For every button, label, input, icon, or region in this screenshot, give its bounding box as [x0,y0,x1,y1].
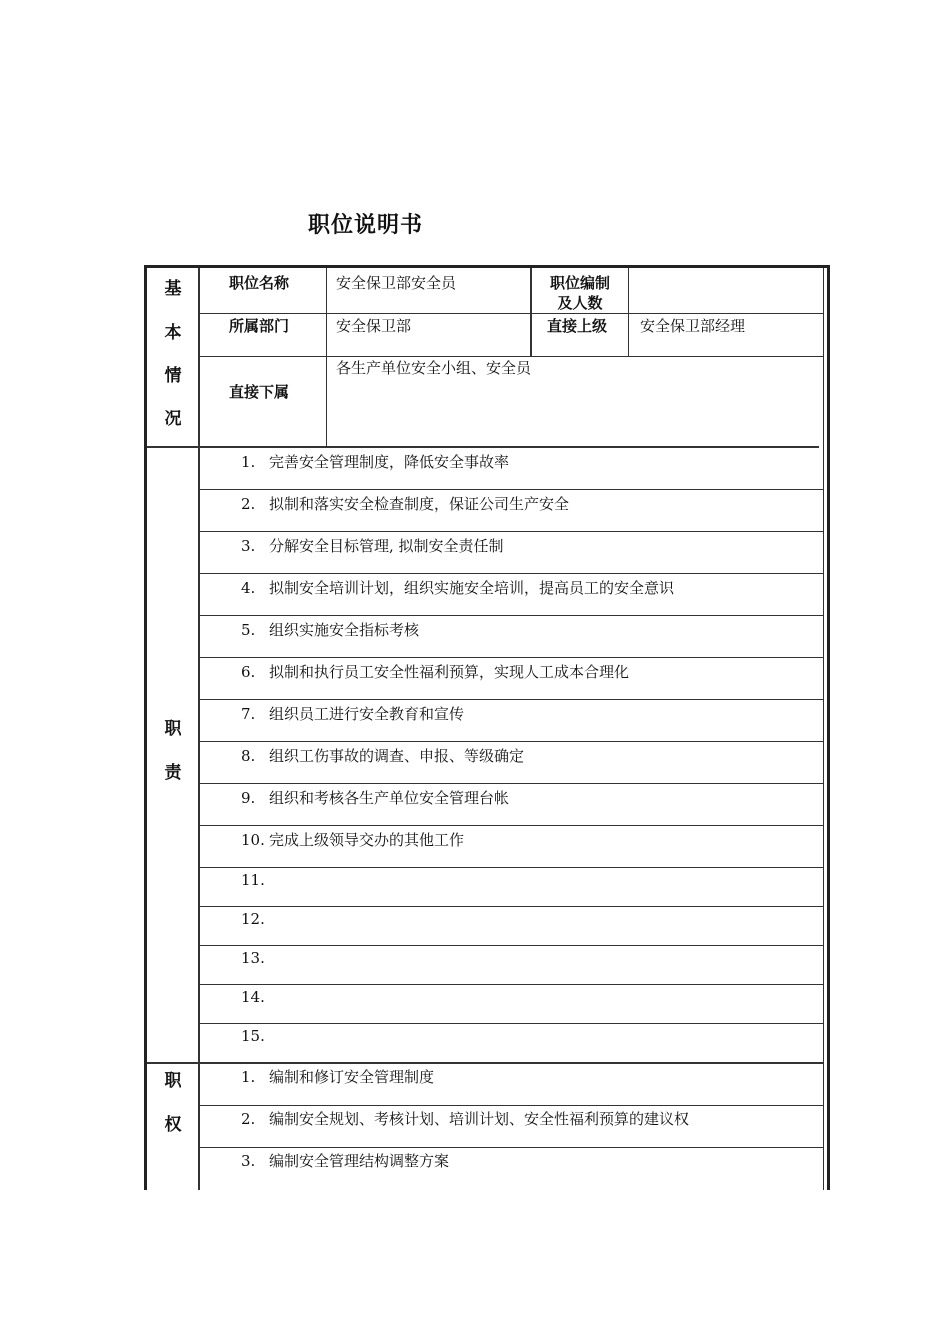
duty-item-number: 10. [241,831,265,849]
duty-row-line [199,531,823,532]
duties-section-char: 责 [164,763,182,783]
duty-item-number: 5. [241,621,256,639]
duty-item [241,871,269,889]
duty-item-number: 8. [241,747,256,765]
duty-item-text: 拟制安全培训计划，组织实施安全培训，提高员工的安全意识 [269,579,675,597]
duty-item [241,493,569,514]
basic-section-char: 基 [164,279,182,299]
duty-item-number: 1. [241,453,256,471]
superior-value: 安全保卫部经理 [640,317,746,335]
authority-item [241,1150,449,1171]
duty-item [241,910,269,928]
authority-row-line [199,1105,823,1106]
superior-label: 直接上级 [547,317,608,335]
authority-row-line [199,1147,823,1148]
authority-item-text: 编制安全管理结构调整方案 [269,1152,450,1170]
duty-item-text: 完成上级领导交办的其他工作 [269,831,465,849]
duty-item-number: 9. [241,789,256,807]
position-name-label: 职位名称 [229,274,290,292]
duty-item [241,829,464,850]
section-divider [147,1062,823,1064]
duty-item-number: 2. [241,495,256,513]
duty-item-text: 完善安全管理制度，降低安全事故率 [269,453,510,471]
headcount-label-line2: 及人数 [557,294,603,312]
label-column-divider [198,268,200,1190]
position-name-value: 安全保卫部安全员 [336,274,457,292]
duty-item-text: 组织和考核各生产单位安全管理台帐 [269,789,510,807]
duty-row-line [199,825,823,826]
duty-item-text: 组织实施安全指标考核 [269,621,420,639]
duties-section-char: 职 [164,719,182,739]
department-value: 安全保卫部 [336,317,412,335]
duty-row-line [199,741,823,742]
authority-item-text: 编制和修订安全管理制度 [269,1068,435,1086]
duty-item-number: 13. [241,949,265,967]
duty-row-line [199,573,823,574]
basic-section-char: 本 [164,323,182,343]
duty-item-number: 6. [241,663,256,681]
duty-row-line [199,906,823,907]
duty-item-number: 4. [241,579,256,597]
duty-item [241,661,629,682]
basic-section-char: 情 [164,366,182,386]
duty-row-line [199,867,823,868]
duty-item [241,577,674,598]
subordinate-value: 各生产单位安全小组、安全员 [336,359,532,377]
duty-item-text: 拟制和落实安全检查制度，保证公司生产安全 [269,495,570,513]
duty-item [241,949,269,967]
section-divider [147,446,819,448]
duty-item [241,787,509,808]
document-title: 职位说明书 [308,213,424,238]
duty-row-line [199,489,823,490]
duty-item-number: 7. [241,705,256,723]
basic-col-divider-1 [326,268,327,446]
duty-item-text: 组织工伤事故的调查、申报、等级确定 [269,747,525,765]
duty-item [241,535,504,556]
headcount-label-line1: 职位编制 [549,274,610,292]
headcount-label [532,273,628,313]
duty-item [241,703,464,724]
basic-row-line [199,313,823,314]
duty-item-text: 组织员工进行安全教育和宣传 [269,705,465,723]
duty-row-line [199,657,823,658]
subordinate-label: 直接下属 [229,383,290,401]
department-label: 所属部门 [229,317,290,335]
authority-item-text: 编制安全规划、考核计划、培训计划、安全性福利预算的建议权 [269,1110,690,1128]
authority-item-number: 1. [241,1068,256,1086]
authority-item-number: 2. [241,1110,256,1128]
duty-item-number: 14. [241,988,265,1006]
duty-item-text: 分解安全目标管理, 拟制安全责任制 [269,537,504,555]
basic-section-char: 况 [164,409,182,429]
duty-item [241,451,509,472]
duty-item-number: 3. [241,537,256,555]
authority-item [241,1066,434,1087]
authority-section-char: 职 [164,1071,182,1091]
duty-row-line [199,984,823,985]
duty-item-number: 12. [241,910,265,928]
authority-section-char: 权 [164,1115,182,1135]
basic-col-divider-3 [628,268,629,356]
duty-row-line [199,699,823,700]
duty-row-line [199,783,823,784]
authority-item-number: 3. [241,1152,256,1170]
job-description-table [144,265,830,1190]
duty-row-line [199,1023,823,1024]
duty-item-number: 15. [241,1027,265,1045]
basic-row-line [199,356,823,357]
duty-item [241,619,419,640]
duty-item [241,988,269,1006]
duty-row-line [199,945,823,946]
duty-item [241,745,524,766]
duty-item-number: 11. [241,871,265,889]
right-inner-border [823,268,824,1190]
authority-item [241,1108,689,1129]
duty-item-text: 拟制和执行员工安全性福利预算，实现人工成本合理化 [269,663,630,681]
duty-item [241,1027,269,1045]
duty-row-line [199,615,823,616]
